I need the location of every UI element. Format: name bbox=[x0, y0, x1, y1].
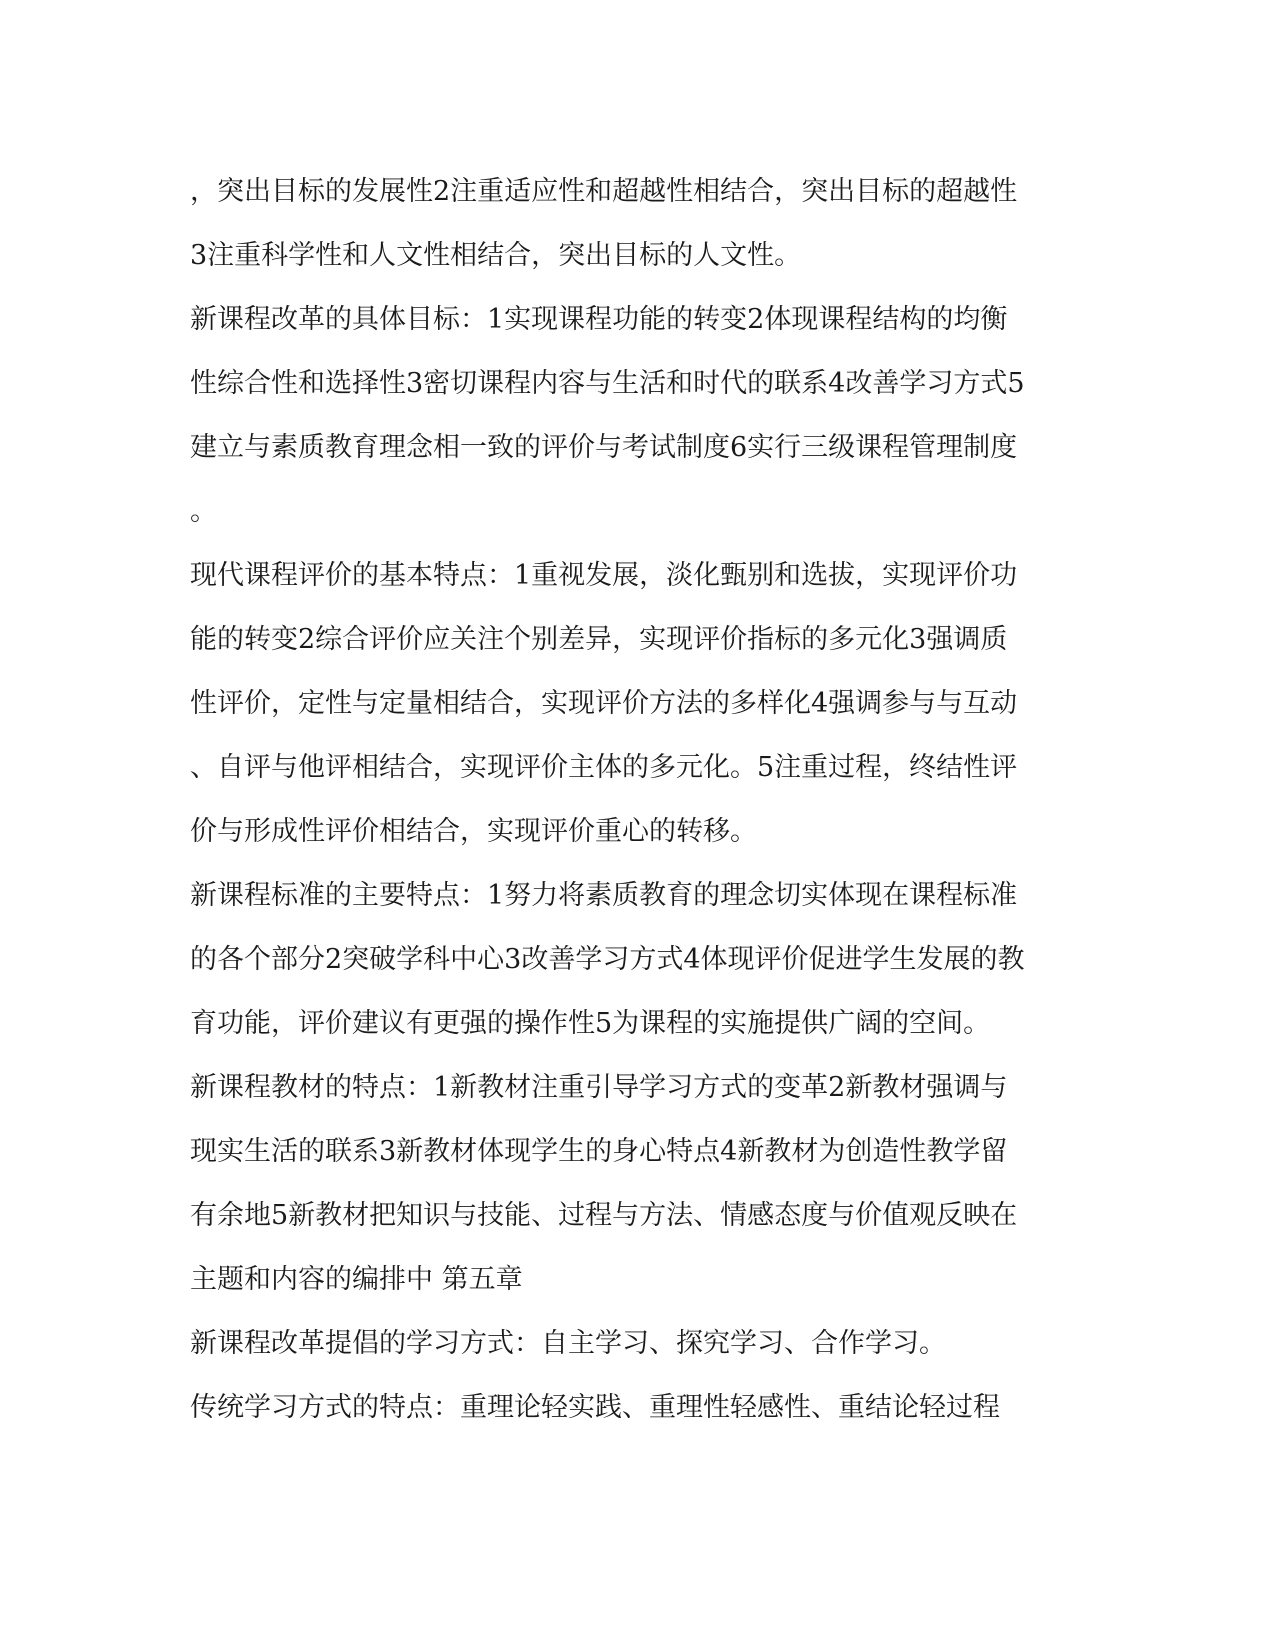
text-line: 新课程标准的主要特点：1努力将素质教育的理念切实体现在课程标准 bbox=[190, 880, 1018, 911]
text-line: 新课程改革提倡的学习方式：自主学习、探究学习、合作学习。 bbox=[190, 1328, 946, 1359]
text-line: 性综合性和选择性3密切课程内容与生活和时代的联系4改善学习方式5 bbox=[190, 368, 1025, 399]
document-body bbox=[190, 160, 1090, 1440]
text-line: 育功能，评价建议有更强的操作性5为课程的实施提供广阔的空间。 bbox=[190, 1008, 991, 1039]
text-line: 能的转变2综合评价应关注个别差异，实现评价指标的多元化3强调质 bbox=[190, 624, 1008, 655]
text-line: 新课程改革的具体目标：1实现课程功能的转变2体现课程结构的均衡 bbox=[190, 304, 1008, 335]
text-line: 建立与素质教育理念相一致的评价与考试制度6实行三级课程管理制度 bbox=[190, 432, 1018, 463]
text-line: 主题和内容的编排中 第五章 bbox=[190, 1264, 523, 1295]
text-line: 有余地5新教材把知识与技能、过程与方法、情感态度与价值观反映在 bbox=[190, 1200, 1018, 1231]
text-line: 现代课程评价的基本特点：1重视发展，淡化甄别和选拔，实现评价功 bbox=[190, 560, 1018, 591]
text-line: 价与形成性评价相结合，实现评价重心的转移。 bbox=[190, 816, 757, 847]
text-line: 的各个部分2突破学科中心3改善学习方式4体现评价促进学生发展的教 bbox=[190, 944, 1025, 975]
text-line: 传统学习方式的特点：重理论轻实践、重理性轻感性、重结论轻过程 bbox=[190, 1392, 1000, 1423]
text-line: 3注重科学性和人文性相结合，突出目标的人文性。 bbox=[190, 240, 802, 271]
text-line: 、自评与他评相结合，实现评价主体的多元化。5注重过程，终结性评 bbox=[190, 752, 1018, 783]
text-line: ，突出目标的发展性2注重适应性和超越性相结合，突出目标的超越性 bbox=[190, 176, 1018, 207]
text-line: 性评价，定性与定量相结合，实现评价方法的多样化4强调参与与互动 bbox=[190, 688, 1018, 719]
text-line: 现实生活的联系3新教材体现学生的身心特点4新教材为创造性教学留 bbox=[190, 1136, 1008, 1167]
text-line: 。 bbox=[190, 496, 217, 527]
text-line: 新课程教材的特点：1新教材注重引导学习方式的变革2新教材强调与 bbox=[190, 1072, 1008, 1103]
